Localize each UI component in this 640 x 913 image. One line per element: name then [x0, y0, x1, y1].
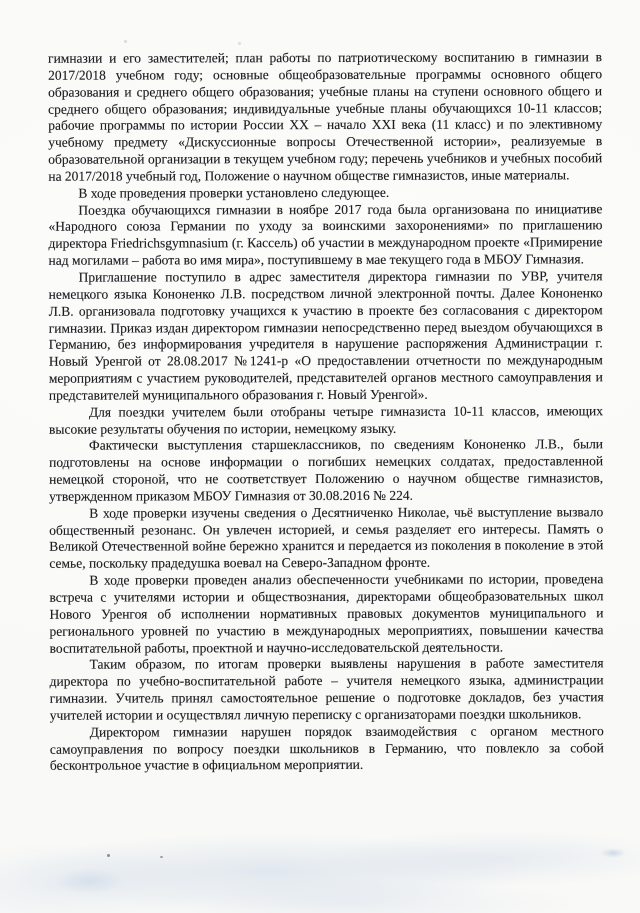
paragraph-student-info: В ходе проверки изучены сведения о Десятниченко Николае, чьё выступление вызвало общественный резонанс. Он увлечен историей, и семья разделяет его интересы. Память о Великой Отечественной войне бережно хранится и передается из поколения в поколение в этой семье, поскольку прадедушка воевал на Северо-Западном фронте. — [49, 504, 604, 572]
paragraph-director-violation: Директором гимназии нарушен порядок взаимодействия с органом местного самоуправления по вопросу поездки школьников в Германию, что повлекло за собой бесконтрольное участие в официальном мероприятии. — [49, 723, 604, 774]
paragraph-textbooks-analysis: В ходе проверки проведен анализ обеспеченности учебниками по истории, проведена встреча с учителями истории и обществознания, директорами общеобразовательных школ Нового Уренгоя об исполнении нормативных правовых документов муниципального и регионального уровней по участию в международных мероприятиях, повышении качества воспитательной работы, проектной и научно-исследовательской деятельности. — [49, 571, 604, 656]
paragraph-invitation: Приглашение поступило в адрес заместителя директора гимназии по УВР, учителя немецкого языка Кононенко Л.В. посредством личной электронной почты. Далее Кононенко Л.В. организовала подготовку учащихся к участию в проекте без согласования с директором гимназии. Приказ издан директором гимназии непосредственно перед выездом обучающихся в Германию, без информирования учредителя в нарушение распоряжения Администрации г. Новый Уренгой от 28.08.2017 №1241-р «О предоставлении отчетности по международным мероприятиям с участием руководителей, представителей органов местного самоуправления и представителей муниципального образования г. Новый Уренгой». — [48, 268, 603, 403]
paragraph-students-selected: Для поездки учителем были отобраны четыре гимназиста 10-11 классов, имеющих высокие результаты обучения по истории, немецкому языку. — [48, 402, 603, 437]
scan-smudge — [55, 868, 125, 894]
scan-speck — [238, 42, 241, 45]
scan-speck — [160, 856, 163, 858]
scan-smudge — [600, 848, 626, 858]
paragraph-violations-summary: Таким образом, по итогам проверки выявлены нарушения в работе заместителя директора по учебно-воспитательной работе – учителя немецкого языка, администрации гимназии. Учитель принял самостоятельное решение о подготовке докладов, без участия учителей истории и осуществлял личную переписку с организаторами поездки школьников. — [49, 655, 604, 723]
scan-speck — [124, 40, 127, 43]
paragraph-continuation: гимназии и его заместителей; план работы по патриотическому воспитанию в гимназии в 2017/2018 учебном году; основные общеобразовательные программы основного общего образования и среднего общего образования; учебные планы на ступени основного общего и среднего общего образования; индивидуальные учебные планы обучающихся 10-11 классов; рабочие программы по истории России XX – начало XXI века (11 класс) и по элективному учебному предмету «Дискуссионные вопросы Отечественной истории», реализуемые в образовательной организации в текущем учебном году; перечень учебников и учебных пособий на 2017/2018 учебный год, Положение о научном обществе гимназистов, иные материалы. — [48, 49, 603, 184]
document-text-block — [48, 49, 604, 775]
paragraph-findings-intro: В ходе проведения проверки установлено следующее. — [78, 184, 390, 201]
scan-speck — [107, 854, 110, 857]
paragraph-speeches-preparation: Фактически выступления старшеклассников, по сведениям Кононенко Л.В., были подготовлены на основе информации о погибших немецких солдатах, предоставленной немецкой стороной, что не соответствует Положению о научном обществе гимназистов, утвержденном приказом МБОУ Гимназия от 30.08.2016 № 224. — [49, 436, 604, 504]
paragraph-trip-organization: Поездка обучающихся гимназии в ноябре 2017 года была организована по инициативе «Народного союза Германии по уходу за воинскими захоронениями» по приглашению директора Friedrichsgymnasium (г. Кассель) об участии в международном проекте «Примирение над могилами – работа во имя мира», поступившему в мае текущего года в МБОУ Гимназия. — [48, 200, 603, 268]
